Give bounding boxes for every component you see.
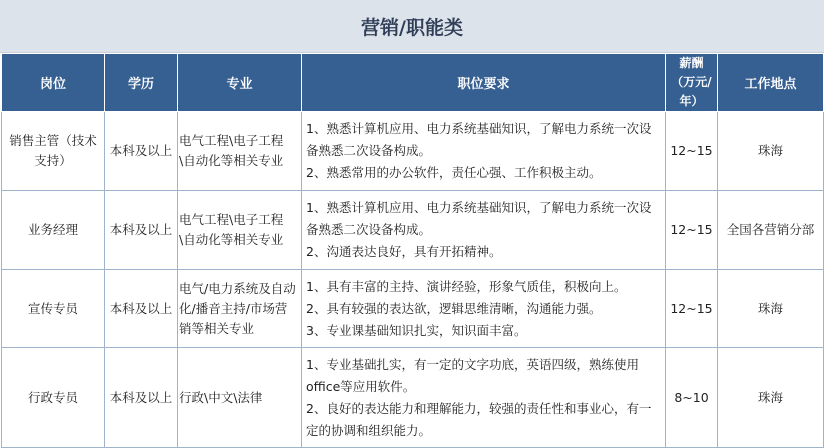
cell-salary: 12~15 xyxy=(666,112,718,191)
cell-requirements xyxy=(302,270,666,348)
requirement-line: 1、专业基础扎实，有一定的文字功底，英语四级，熟练使用office等应用软件。 xyxy=(306,356,639,394)
requirement-line: 1、具有丰富的主持、演讲经验，形象气质佳，积极向上。 xyxy=(306,278,627,294)
cell-major: 电气/电力系统及自动化/播音主持/市场营销等相关专业 xyxy=(178,270,302,348)
cell-location: 珠海 xyxy=(718,112,824,191)
cell-salary: 8~10 xyxy=(666,348,718,448)
jobs-table xyxy=(1,53,824,448)
cell-requirements xyxy=(302,348,666,448)
requirement-line: 2、沟通表达良好，具有开拓精神。 xyxy=(306,244,502,259)
table-row xyxy=(2,112,824,191)
requirement-line: 1、熟悉计算机应用、电力系统基础知识，了解电力系统一次设备熟悉二次设备构成。 xyxy=(306,200,652,237)
requirement-line: 2、良好的表达能力和理解能力，较强的责任性和事业心，有一定的协调和组织能力。 xyxy=(306,400,652,438)
header-location: 工作地点 xyxy=(718,54,824,112)
header-salary: 薪酬（万元/年） xyxy=(666,54,718,112)
cell-major: 电气工程\电子工程\自动化等相关专业 xyxy=(178,191,302,270)
cell-education: 本科及以上 xyxy=(105,348,178,448)
table-row xyxy=(2,348,824,448)
cell-position: 宣传专员 xyxy=(2,270,105,348)
requirement-line: 2、熟悉常用的办公软件，责任心强、工作积极主动。 xyxy=(306,165,602,180)
table-row xyxy=(2,270,824,348)
cell-requirements xyxy=(302,112,666,191)
cell-position: 行政专员 xyxy=(2,348,105,448)
header-position: 岗位 xyxy=(2,54,105,112)
cell-position: 销售主管（技术支持） xyxy=(2,112,105,191)
cell-location: 珠海 xyxy=(718,270,824,348)
cell-major: 行政\中文\法律 xyxy=(178,348,302,448)
header-education: 学历 xyxy=(105,54,178,112)
requirement-line: 1、熟悉计算机应用、电力系统基础知识，了解电力系统一次设备熟悉二次设备构成。 xyxy=(306,121,652,158)
requirement-line: 2、具有较强的表达欲，逻辑思维清晰，沟通能力强。 xyxy=(306,300,602,316)
header-major: 专业 xyxy=(178,54,302,112)
table-header-row xyxy=(2,54,824,112)
cell-salary: 12~15 xyxy=(666,270,718,348)
table-row xyxy=(2,191,824,270)
cell-position: 业务经理 xyxy=(2,191,105,270)
cell-major: 电气工程\电子工程\自动化等相关专业 xyxy=(178,112,302,191)
cell-salary: 12~15 xyxy=(666,191,718,270)
cell-requirements xyxy=(302,191,666,270)
requirement-line: 3、专业课基础知识扎实，知识面丰富。 xyxy=(306,322,527,338)
cell-education: 本科及以上 xyxy=(105,191,178,270)
cell-location: 全国各营销分部 xyxy=(718,191,824,270)
cell-education: 本科及以上 xyxy=(105,270,178,348)
section-title: 营销/职能类 xyxy=(0,0,824,53)
header-requirements: 职位要求 xyxy=(302,54,666,112)
cell-education: 本科及以上 xyxy=(105,112,178,191)
cell-location: 珠海 xyxy=(718,348,824,448)
